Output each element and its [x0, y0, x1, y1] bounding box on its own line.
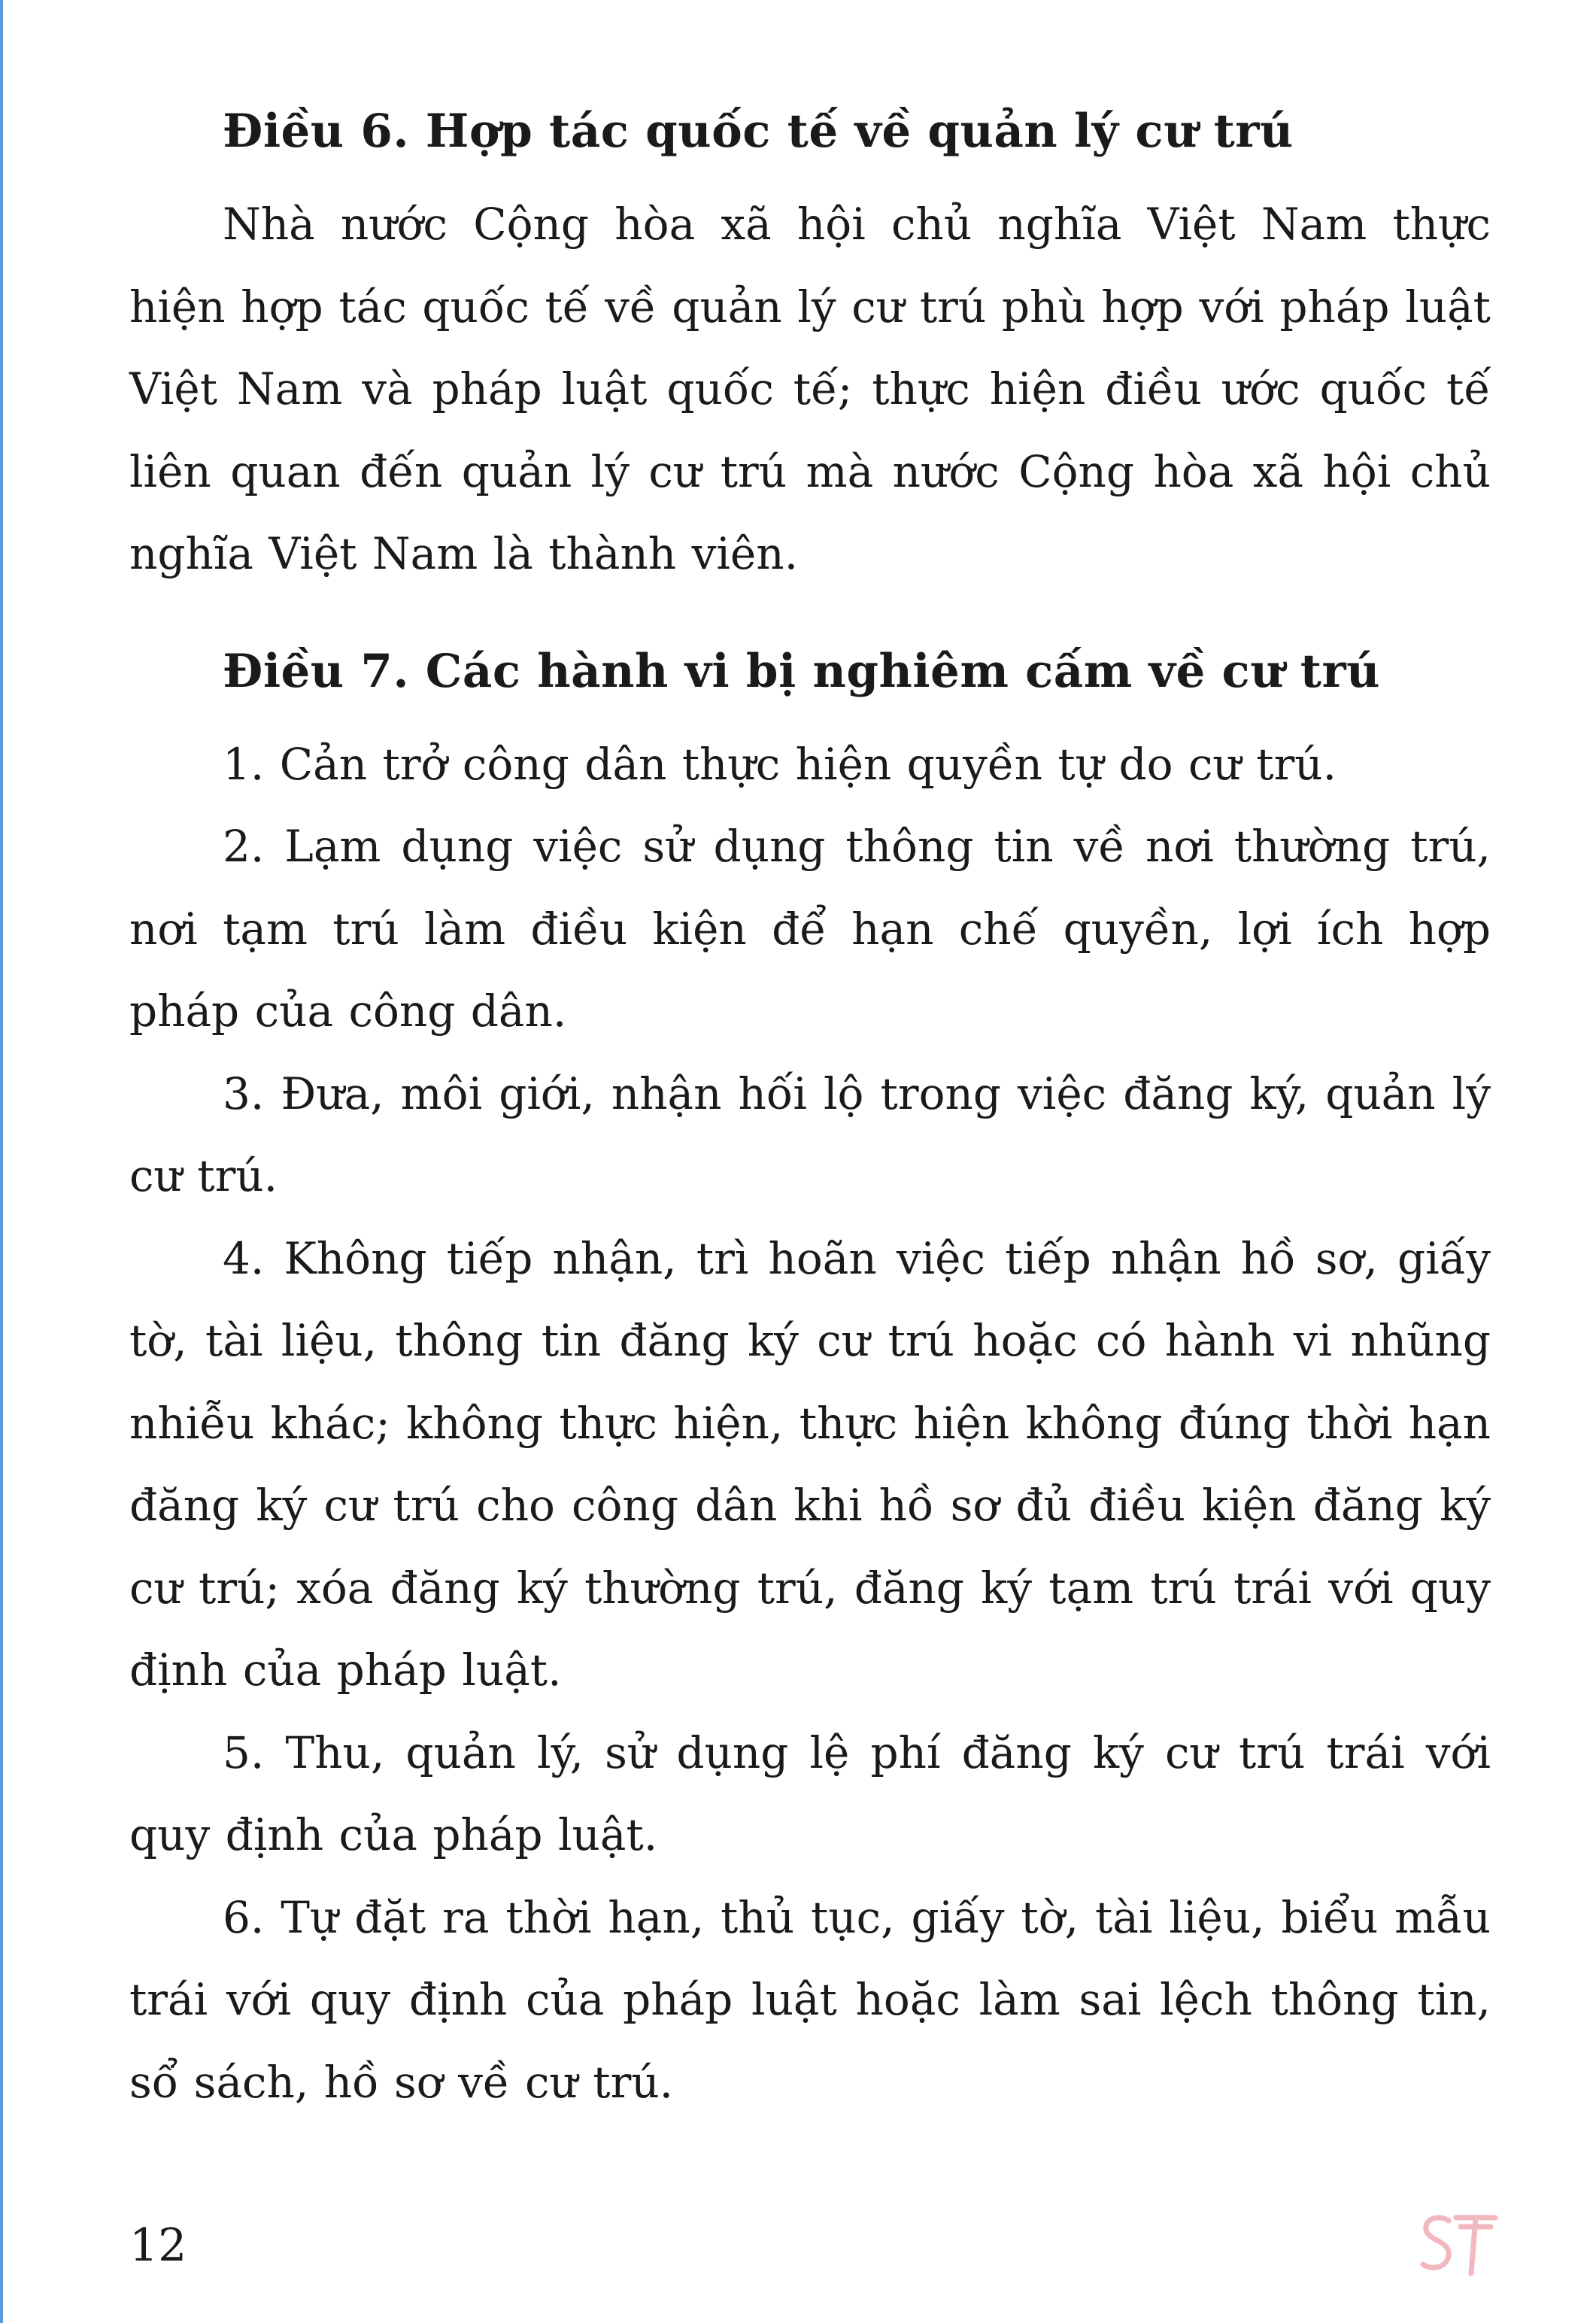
article-7-item-3: 3. Đưa, môi giới, nhận hối lộ trong việc đăng ký, quản lý cư trú. [129, 1067, 1491, 1201]
page-number: 12 [129, 2219, 187, 2272]
article-7-heading: Điều 7. Các hành vi bị nghiêm cấm về cư trú [223, 644, 1380, 698]
document-page [129, 90, 1491, 2124]
page-edge-rule [0, 0, 3, 2323]
article-7-item-2: 2. Lạm dụng việc sử dụng thông tin về nơi thường trú, nơi tạm trú làm điều kiện để hạn chế quyền, lợi ích hợp pháp của công dân. [129, 821, 1491, 1037]
article-6-heading: Điều 6. Hợp tác quốc tế về quản lý cư trú [223, 105, 1294, 158]
article-7-item-6: 6. Tự đặt ra thời hạn, thủ tục, giấy tờ, tài liệu, biểu mẫu trái với quy định của pháp luật hoặc làm sai lệch thông tin, sổ sách, hồ sơ về cư trú. [129, 1891, 1491, 2108]
article-7-item-5: 5. Thu, quản lý, sử dụng lệ phí đăng ký cư trú trái với quy định của pháp luật. [129, 1726, 1491, 1860]
article-7-item-4: 4. Không tiếp nhận, trì hoãn việc tiếp nhận hồ sơ, giấy tờ, tài liệu, thông tin đăng ký cư trú hoặc có hành vi nhũng nhiễu khác; không thực hiện, thực hiện không đúng thời hạn đăng ký cư trú cho công dân khi hồ sơ đủ điều kiện đăng ký cư trú; xóa đăng ký thường trú, đăng ký tạm trú trái với quy định của pháp luật. [129, 1232, 1491, 1696]
article-6-paragraph: Nhà nước Cộng hòa xã hội chủ nghĩa Việt Nam thực hiện hợp tác quốc tế về quản lý cư trú phù hợp với pháp luật Việt Nam và pháp luật quốc tế; thực hiện điều ước quốc tế liên quan đến quản lý cư trú mà nước Cộng hòa xã hội chủ nghĩa Việt Nam là thành viên. [129, 199, 1491, 579]
article-7-item-1: 1. Cản trở công dân thực hiện quyền tự do cư trú. [223, 738, 1337, 790]
publisher-logo-icon [1414, 2204, 1504, 2287]
